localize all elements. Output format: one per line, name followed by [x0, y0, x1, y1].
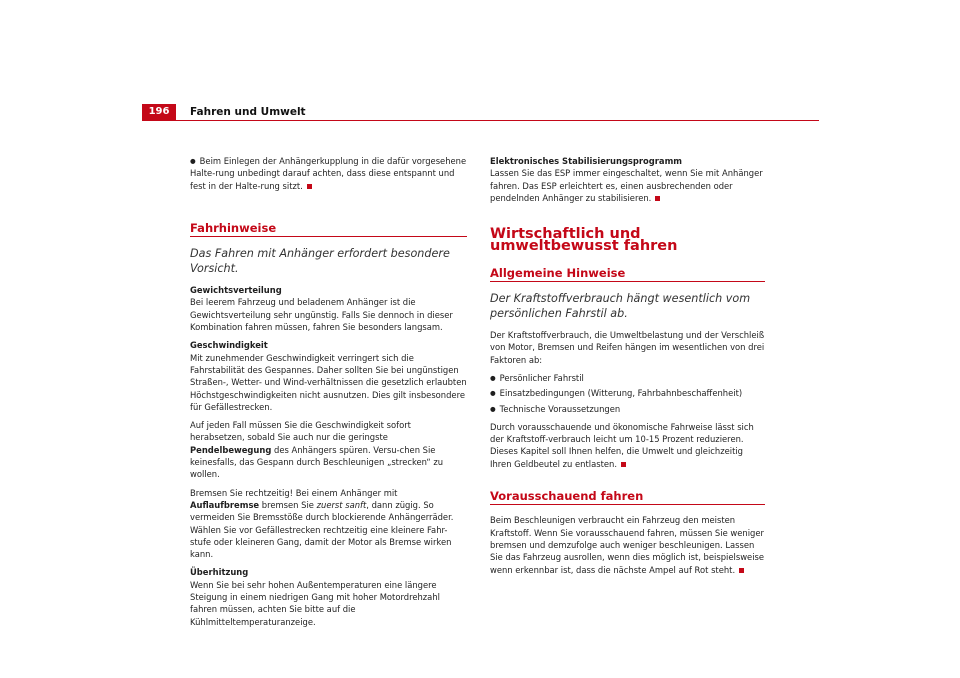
speed-paragraph-3: Bremsen Sie rechtzeitig! Bei einem Anhänger mit Auflaufbremse bremsen Sie zuerst sanft, dann zügig. So vermeiden Sie Bremsstöße durch blockierende Anhängerräder. Wählen Sie vor Gefällestrecken rechtzeitig eine kleinere Fahr-stufe oder kleineren Gang, damit der Motor als Bremse wirken kann.: [190, 487, 454, 560]
section-title-general: Allgemeine Hinweise: [490, 267, 765, 282]
general-text-2: Durch vorausschauende und ökonomische Fahrweise lässt sich der Kraftstoff-verbrauch leicht um 10-15 Prozent reduzieren. Dieses Kapitel soll Ihnen helfen, die Umwelt und gleichzeitig Ihren Geldbeutel zu entlasten.: [490, 421, 754, 469]
header-divider: [142, 120, 819, 121]
subheading-weight: Gewichtsverteilung: [190, 285, 282, 296]
list-item: ● Einsatzbedingungen (Witterung, Fahrbahnbeschaffenheit): [490, 387, 765, 399]
esp-text: Lassen Sie das ESP immer eingeschaltet, wenn Sie mit Anhänger fahren. Das ESP erleichtert es, einen ausbrechenden oder pendelnden Anhänger zu stabilisieren.: [490, 168, 763, 203]
chapter-title: Wirtschaftlich und umweltbewusst fahren: [490, 226, 678, 255]
weight-text: Bei leerem Fahrzeug und beladenem Anhänger ist die Gewichtsverteilung sehr ungünstig. Falls Sie dennoch in dieser Kombination fahren müssen, fahren Sie besonders langsam.: [190, 297, 453, 333]
section-title-fahrhinweise: Fahrhinweise: [190, 222, 467, 237]
intro-bullet: [190, 155, 467, 192]
speed-paragraph-2: Auf jeden Fall müssen Sie die Geschwindigkeit sofort herabsetzen, sobald Sie auch nur die geringste Pendelbewegung des Anhängers spüren. Versu-chen Sie keinesfalls, das Gespann durch Beschleunigen „strecken“ zu wollen.: [190, 420, 444, 480]
list-item: ● Persönlicher Fahrstil: [490, 372, 765, 384]
end-marker-icon: [655, 196, 660, 201]
general-lead: Der Kraftstoffverbrauch hängt wesentlich vom persönlichen Fahrstil ab.: [490, 292, 751, 321]
forward-text: Beim Beschleunigen verbraucht ein Fahrzeug den meisten Kraftstoff. Wenn Sie vorausschauend fahren, müssen Sie weniger bremsen und demzufolge auch weniger beschleunigen. Lassen Sie das Fahrzeug ausrollen, wenn dies möglich ist, beispielsweise wenn erkennbar ist, dass die nächste Ampel auf Rot steht.: [490, 515, 765, 575]
section-title-forward: Vorausschauend fahren: [490, 490, 765, 505]
section-lead: Das Fahren mit Anhänger erfordert besondere Vorsicht.: [190, 247, 450, 276]
end-marker-icon: [739, 568, 744, 573]
overheat-text: Wenn Sie bei sehr hohen Außentemperaturen eine längere Steigung in einem niedrigen Gang mit hoher Motordrehzahl fahren müssen, achten Sie bitte auf die Kühlmitteltemperaturanzeige.: [190, 579, 440, 627]
left-column: [190, 155, 467, 634]
header-title: Fahren und Umwelt: [190, 106, 306, 118]
end-marker-icon: [621, 462, 626, 467]
end-marker-icon: [307, 184, 312, 189]
subheading-speed: Geschwindigkeit: [190, 340, 268, 351]
speed-text: Mit zunehmender Geschwindigkeit verringert sich die Fahrstabilität des Gespannes. Daher sollten Sie bei ungünstigen Straßen-, Wetter- und Wind-verhältnissen die gesetzlich erlaubten Höchstgeschwindigkeiten nicht ausnutzen. Dies gilt insbesondere für Gefällestrecken.: [190, 352, 467, 412]
right-column: [490, 155, 765, 582]
list-item: ● Technische Voraussetzungen: [490, 403, 765, 415]
general-text: Der Kraftstoffverbrauch, die Umweltbelastung und der Verschleiß von Motor, Bremsen und Reifen hängen im wesentlichen von drei Faktoren ab:: [490, 330, 765, 365]
subheading-esp: Elektronisches Stabilisierungsprogramm: [490, 156, 683, 166]
page-number: 196: [142, 104, 176, 120]
subheading-overheat: Überhitzung: [190, 567, 249, 578]
factor-list: [490, 372, 765, 415]
intro-bullet-text: Beim Einlegen der Anhängerkupplung in die dafür vorgesehene Halte-rung unbedingt darauf achten, dass diese entspannt und fest in der Halte-rung sitzt.: [190, 156, 467, 191]
